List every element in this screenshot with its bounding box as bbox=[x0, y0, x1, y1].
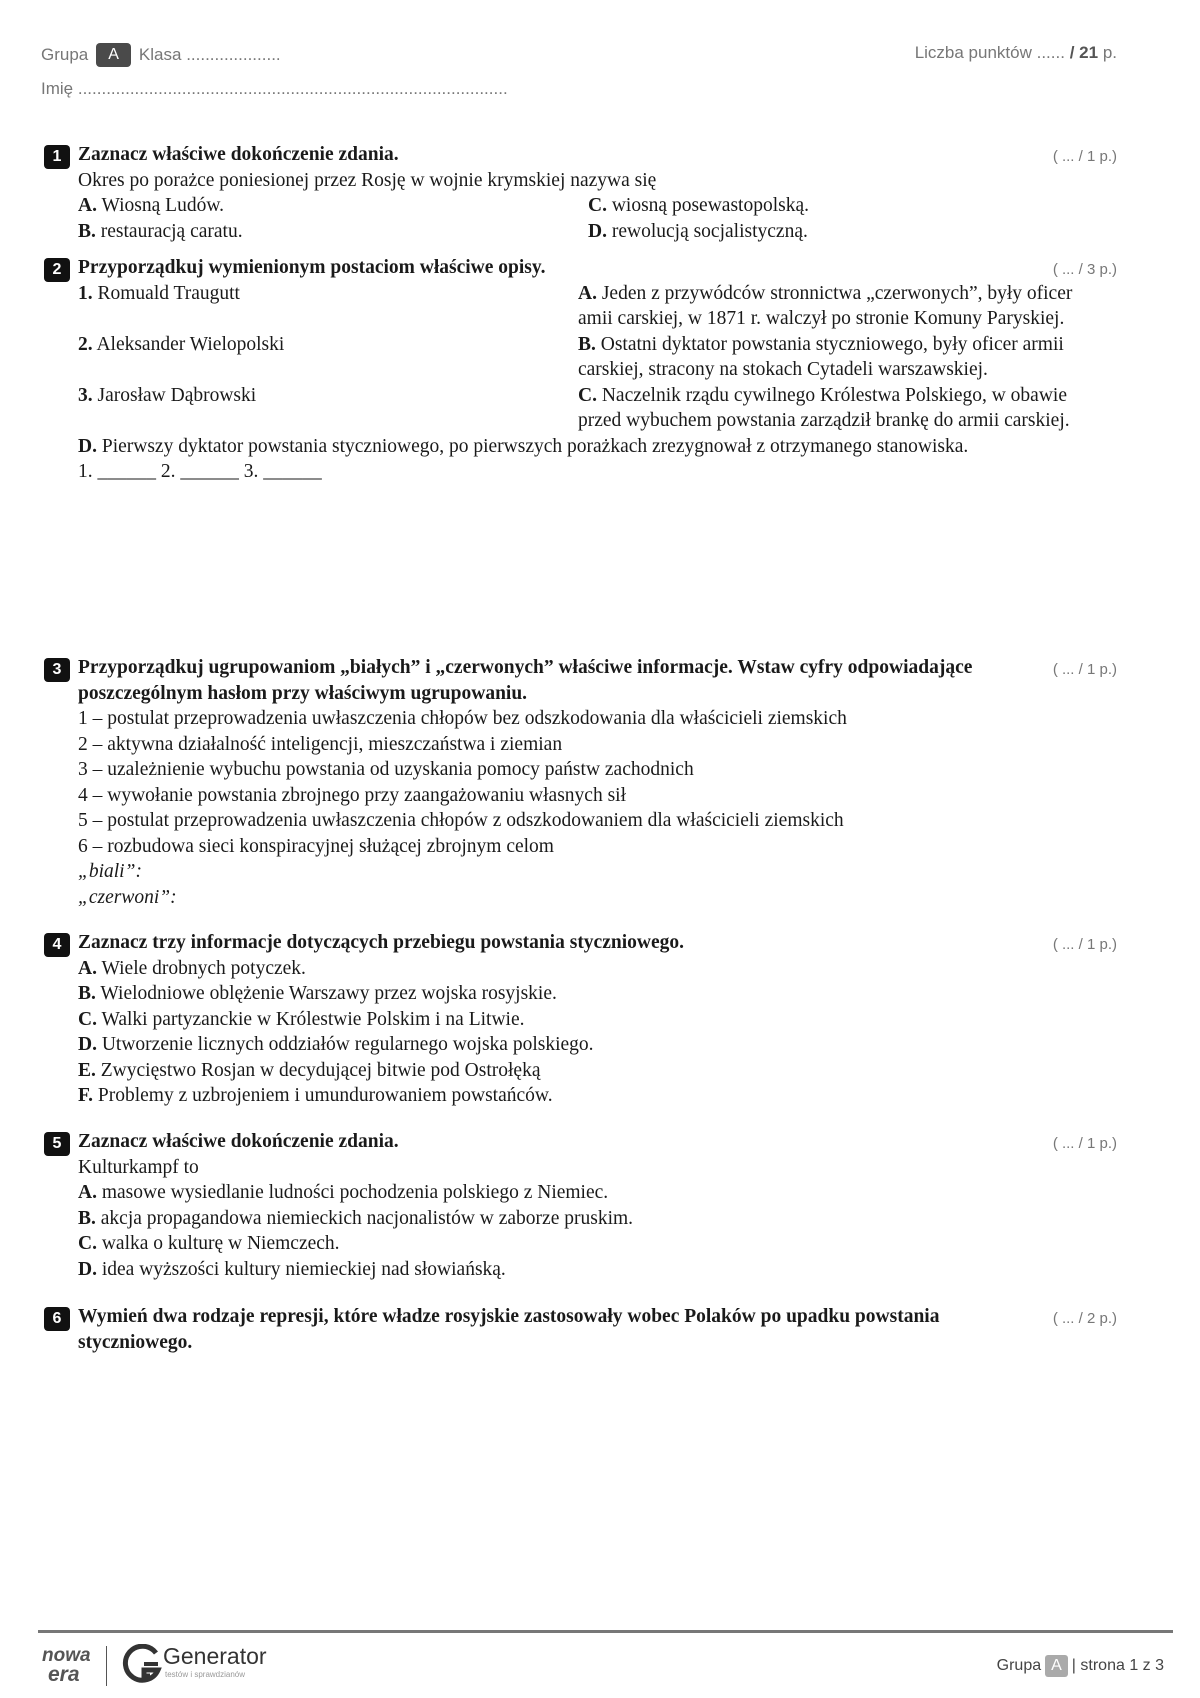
person-name: Romuald Traugutt bbox=[97, 282, 240, 304]
footer-group-label: Grupa bbox=[996, 1657, 1042, 1674]
points-separator: / bbox=[1069, 43, 1075, 62]
task-number: 6 bbox=[44, 1307, 70, 1331]
group-badge: A bbox=[96, 43, 131, 67]
task-title: Zaznacz właściwe dokończenie zdania. bbox=[78, 1131, 399, 1152]
option-a[interactable] bbox=[78, 1180, 1119, 1206]
task-6 bbox=[44, 1304, 1119, 1355]
person-number: 1. bbox=[78, 282, 93, 304]
task-3 bbox=[44, 655, 1119, 910]
points-field[interactable]: ...... bbox=[1036, 43, 1065, 62]
description-letter: D. bbox=[78, 435, 97, 457]
task-title: Zaznacz trzy informacje dotyczących przebiegu powstania styczniowego. bbox=[78, 932, 684, 953]
generator-g-icon bbox=[122, 1644, 162, 1686]
points-unit: p. bbox=[1102, 43, 1117, 62]
task-points: ( ... / 2 p.) bbox=[1052, 1310, 1117, 1327]
task-number: 2 bbox=[44, 258, 70, 282]
task-points: ( ... / 3 p.) bbox=[1052, 261, 1117, 278]
person-name: Aleksander Wielopolski bbox=[96, 333, 285, 355]
list-item: 3 – uzależnienie wybuchu powstania od uzyskania pomocy państw zachodnich bbox=[78, 759, 694, 780]
generator-title: Generator bbox=[163, 1643, 267, 1669]
description-letter: C. bbox=[578, 384, 597, 406]
task-number: 1 bbox=[44, 145, 70, 169]
option-letter: D. bbox=[78, 1034, 97, 1055]
points-total: 21 bbox=[1079, 43, 1099, 62]
option-letter: C. bbox=[78, 1008, 97, 1030]
person-1 bbox=[78, 281, 578, 332]
biali-answer-field[interactable]: „biali”: bbox=[78, 861, 142, 882]
footer-divider bbox=[38, 1630, 1173, 1633]
option-text: Wiosną Ludów. bbox=[101, 195, 225, 216]
description-a bbox=[578, 281, 1078, 332]
task-2 bbox=[44, 255, 1119, 485]
person-2 bbox=[78, 332, 578, 383]
group-label: Grupa bbox=[41, 45, 89, 64]
option-letter: C. bbox=[78, 1233, 97, 1254]
option-letter: B. bbox=[78, 220, 96, 242]
list-item: 2 – aktywna działalność inteligencji, mieszczaństwa i ziemian bbox=[78, 733, 563, 755]
option-letter: A. bbox=[78, 1182, 97, 1203]
option-text: masowe wysiedlanie ludności pochodzenia polskiego z Niemiec. bbox=[101, 1182, 609, 1203]
option-letter: A. bbox=[78, 957, 97, 979]
option-text: walka o kulturę w Niemczech. bbox=[101, 1233, 340, 1254]
list-item: 5 – postulat przeprowadzenia uwłaszczenia chłopów z odszkodowaniem dla właścicieli ziemskich bbox=[78, 810, 844, 831]
task-1 bbox=[44, 142, 1119, 244]
option-letter: E. bbox=[78, 1059, 96, 1081]
logo-nowa-text: nowa bbox=[42, 1645, 91, 1666]
option-letter: D. bbox=[78, 1258, 97, 1280]
option-text: restauracją caratu. bbox=[100, 220, 243, 242]
class-field[interactable]: .................... bbox=[186, 45, 281, 64]
option-letter: F. bbox=[78, 1085, 93, 1106]
description-d bbox=[78, 434, 1119, 460]
task-number: 5 bbox=[44, 1132, 70, 1156]
option-letter: B. bbox=[78, 1207, 96, 1229]
option-a[interactable] bbox=[78, 193, 588, 219]
option-c[interactable] bbox=[588, 193, 1068, 219]
person-name: Jarosław Dąbrowski bbox=[97, 384, 257, 406]
option-text: Zwycięstwo Rosjan w decydującej bitwie pod Ostrołęką bbox=[100, 1059, 541, 1081]
person-number: 2. bbox=[78, 333, 93, 355]
person-number: 3. bbox=[78, 384, 93, 406]
option-text: wiosną posewastopolską. bbox=[611, 195, 809, 216]
option-letter: B. bbox=[78, 983, 96, 1004]
task-title: Wymień dwa rodzaje represji, które władze rosyjskie zastosowały wobec Polaków po upadku powstania styczniowego. bbox=[78, 1306, 940, 1353]
option-text: Utworzenie licznych oddziałów regularnego wojska polskiego. bbox=[101, 1034, 594, 1055]
option-b[interactable] bbox=[78, 219, 588, 245]
logo-era-text: era bbox=[48, 1663, 80, 1686]
task-number: 4 bbox=[44, 933, 70, 957]
description-text: Ostatni dyktator powstania styczniowego, były oficer armii carskiej, stracony na stokach Cytadeli warszawskiej. bbox=[578, 333, 1064, 380]
description-text: Naczelnik rządu cywilnego Królestwa Polskiego, w obawie przed wybuchem powstania zarządził brankę do armii carskiej. bbox=[578, 384, 1070, 431]
option-b[interactable] bbox=[78, 981, 1119, 1007]
option-letter: A. bbox=[78, 195, 97, 216]
list-item: 6 – rozbudowa sieci konspiracyjnej służącej zbrojnym celom bbox=[78, 835, 554, 857]
task-stem: Okres po porażce poniesionej przez Rosję w wojnie krymskiej nazywa się bbox=[78, 169, 657, 191]
points-label: Liczba punktów bbox=[914, 43, 1032, 62]
option-text: Problemy z uzbrojeniem i umundurowaniem powstańców. bbox=[97, 1085, 553, 1106]
logo-separator bbox=[106, 1646, 107, 1686]
option-text: idea wyższości kultury niemieckiej nad słowiańską. bbox=[101, 1258, 506, 1280]
points-summary bbox=[915, 43, 1117, 63]
description-letter: B. bbox=[578, 333, 596, 355]
list-item: 4 – wywołanie powstania zbrojnego przy zaangażowaniu własnych sił bbox=[78, 784, 626, 806]
task-4 bbox=[44, 930, 1119, 1109]
option-text: Walki partyzanckie w Królestwie Polskim i na Litwie. bbox=[101, 1008, 525, 1030]
name-line bbox=[41, 79, 508, 99]
description-text: Jeden z przywódców stronnictwa „czerwonych”, były oficer amii carskiej, w 1871 r. walczył po stronie Komuny Paryskiej. bbox=[578, 282, 1073, 329]
option-c[interactable] bbox=[78, 1007, 1119, 1033]
description-letter: A. bbox=[578, 282, 597, 304]
option-letter: D. bbox=[588, 220, 607, 242]
option-letter: C. bbox=[588, 195, 607, 216]
task-points: ( ... / 1 p.) bbox=[1052, 936, 1117, 953]
footer-page-info bbox=[997, 1655, 1164, 1677]
list-item: 1 – postulat przeprowadzenia uwłaszczenia chłopów bez odszkodowania dla właścicieli ziemskich bbox=[78, 708, 847, 729]
nowa-era-logo bbox=[40, 1643, 96, 1687]
task-points: ( ... / 1 p.) bbox=[1052, 148, 1117, 165]
page-number: | strona 1 z 3 bbox=[1071, 1657, 1164, 1674]
task-number: 3 bbox=[44, 658, 70, 682]
description-text: Pierwszy dyktator powstania styczniowego, po pierwszych porażkach zrezygnował z otrzymanego stanowiska. bbox=[101, 435, 969, 457]
person-3 bbox=[78, 383, 578, 434]
option-d[interactable] bbox=[78, 1257, 1119, 1283]
option-c[interactable] bbox=[78, 1231, 1119, 1257]
option-a[interactable] bbox=[78, 956, 1119, 982]
option-text: akcja propagandowa niemieckich nacjonalistów w zaborze pruskim. bbox=[100, 1207, 634, 1229]
task-points: ( ... / 1 p.) bbox=[1052, 1135, 1117, 1152]
group-class-line bbox=[41, 43, 281, 67]
name-label: Imię bbox=[41, 79, 74, 98]
option-d[interactable] bbox=[78, 1032, 1119, 1058]
option-f[interactable] bbox=[78, 1083, 1119, 1109]
footer-group-badge: A bbox=[1045, 1655, 1068, 1677]
generator-subtitle: testów i sprawdzianów bbox=[165, 1670, 246, 1679]
task-5 bbox=[44, 1129, 1119, 1282]
task-title: Zaznacz właściwe dokończenie zdania. bbox=[78, 144, 399, 165]
option-e[interactable] bbox=[78, 1058, 1119, 1084]
task-title: Przyporządkuj wymienionym postaciom właściwe opisy. bbox=[78, 257, 546, 278]
option-d[interactable] bbox=[588, 219, 1068, 245]
answer-line[interactable]: 1. ______ 2. ______ 3. ______ bbox=[78, 461, 322, 482]
description-b bbox=[578, 332, 1078, 383]
task-title: Przyporządkuj ugrupowaniom „białych” i „czerwonych” właściwe informacje. Wstaw cyfry odpowiadające poszczególnym hasłom przy właściwym ugrupowaniu. bbox=[78, 657, 973, 704]
option-b[interactable] bbox=[78, 1206, 1119, 1232]
class-label: Klasa bbox=[138, 45, 182, 64]
czerwoni-answer-field[interactable]: „czerwoni”: bbox=[78, 886, 177, 908]
option-text: Wielodniowe oblężenie Warszawy przez wojska rosyjskie. bbox=[100, 983, 557, 1004]
name-field[interactable]: ........................................................................................... bbox=[77, 79, 508, 98]
option-text: Wiele drobnych potyczek. bbox=[101, 957, 306, 979]
option-text: rewolucją socjalistyczną. bbox=[611, 220, 808, 242]
task-points: ( ... / 1 p.) bbox=[1052, 661, 1117, 678]
description-c bbox=[578, 383, 1078, 434]
task-stem: Kulturkampf to bbox=[78, 1156, 199, 1178]
